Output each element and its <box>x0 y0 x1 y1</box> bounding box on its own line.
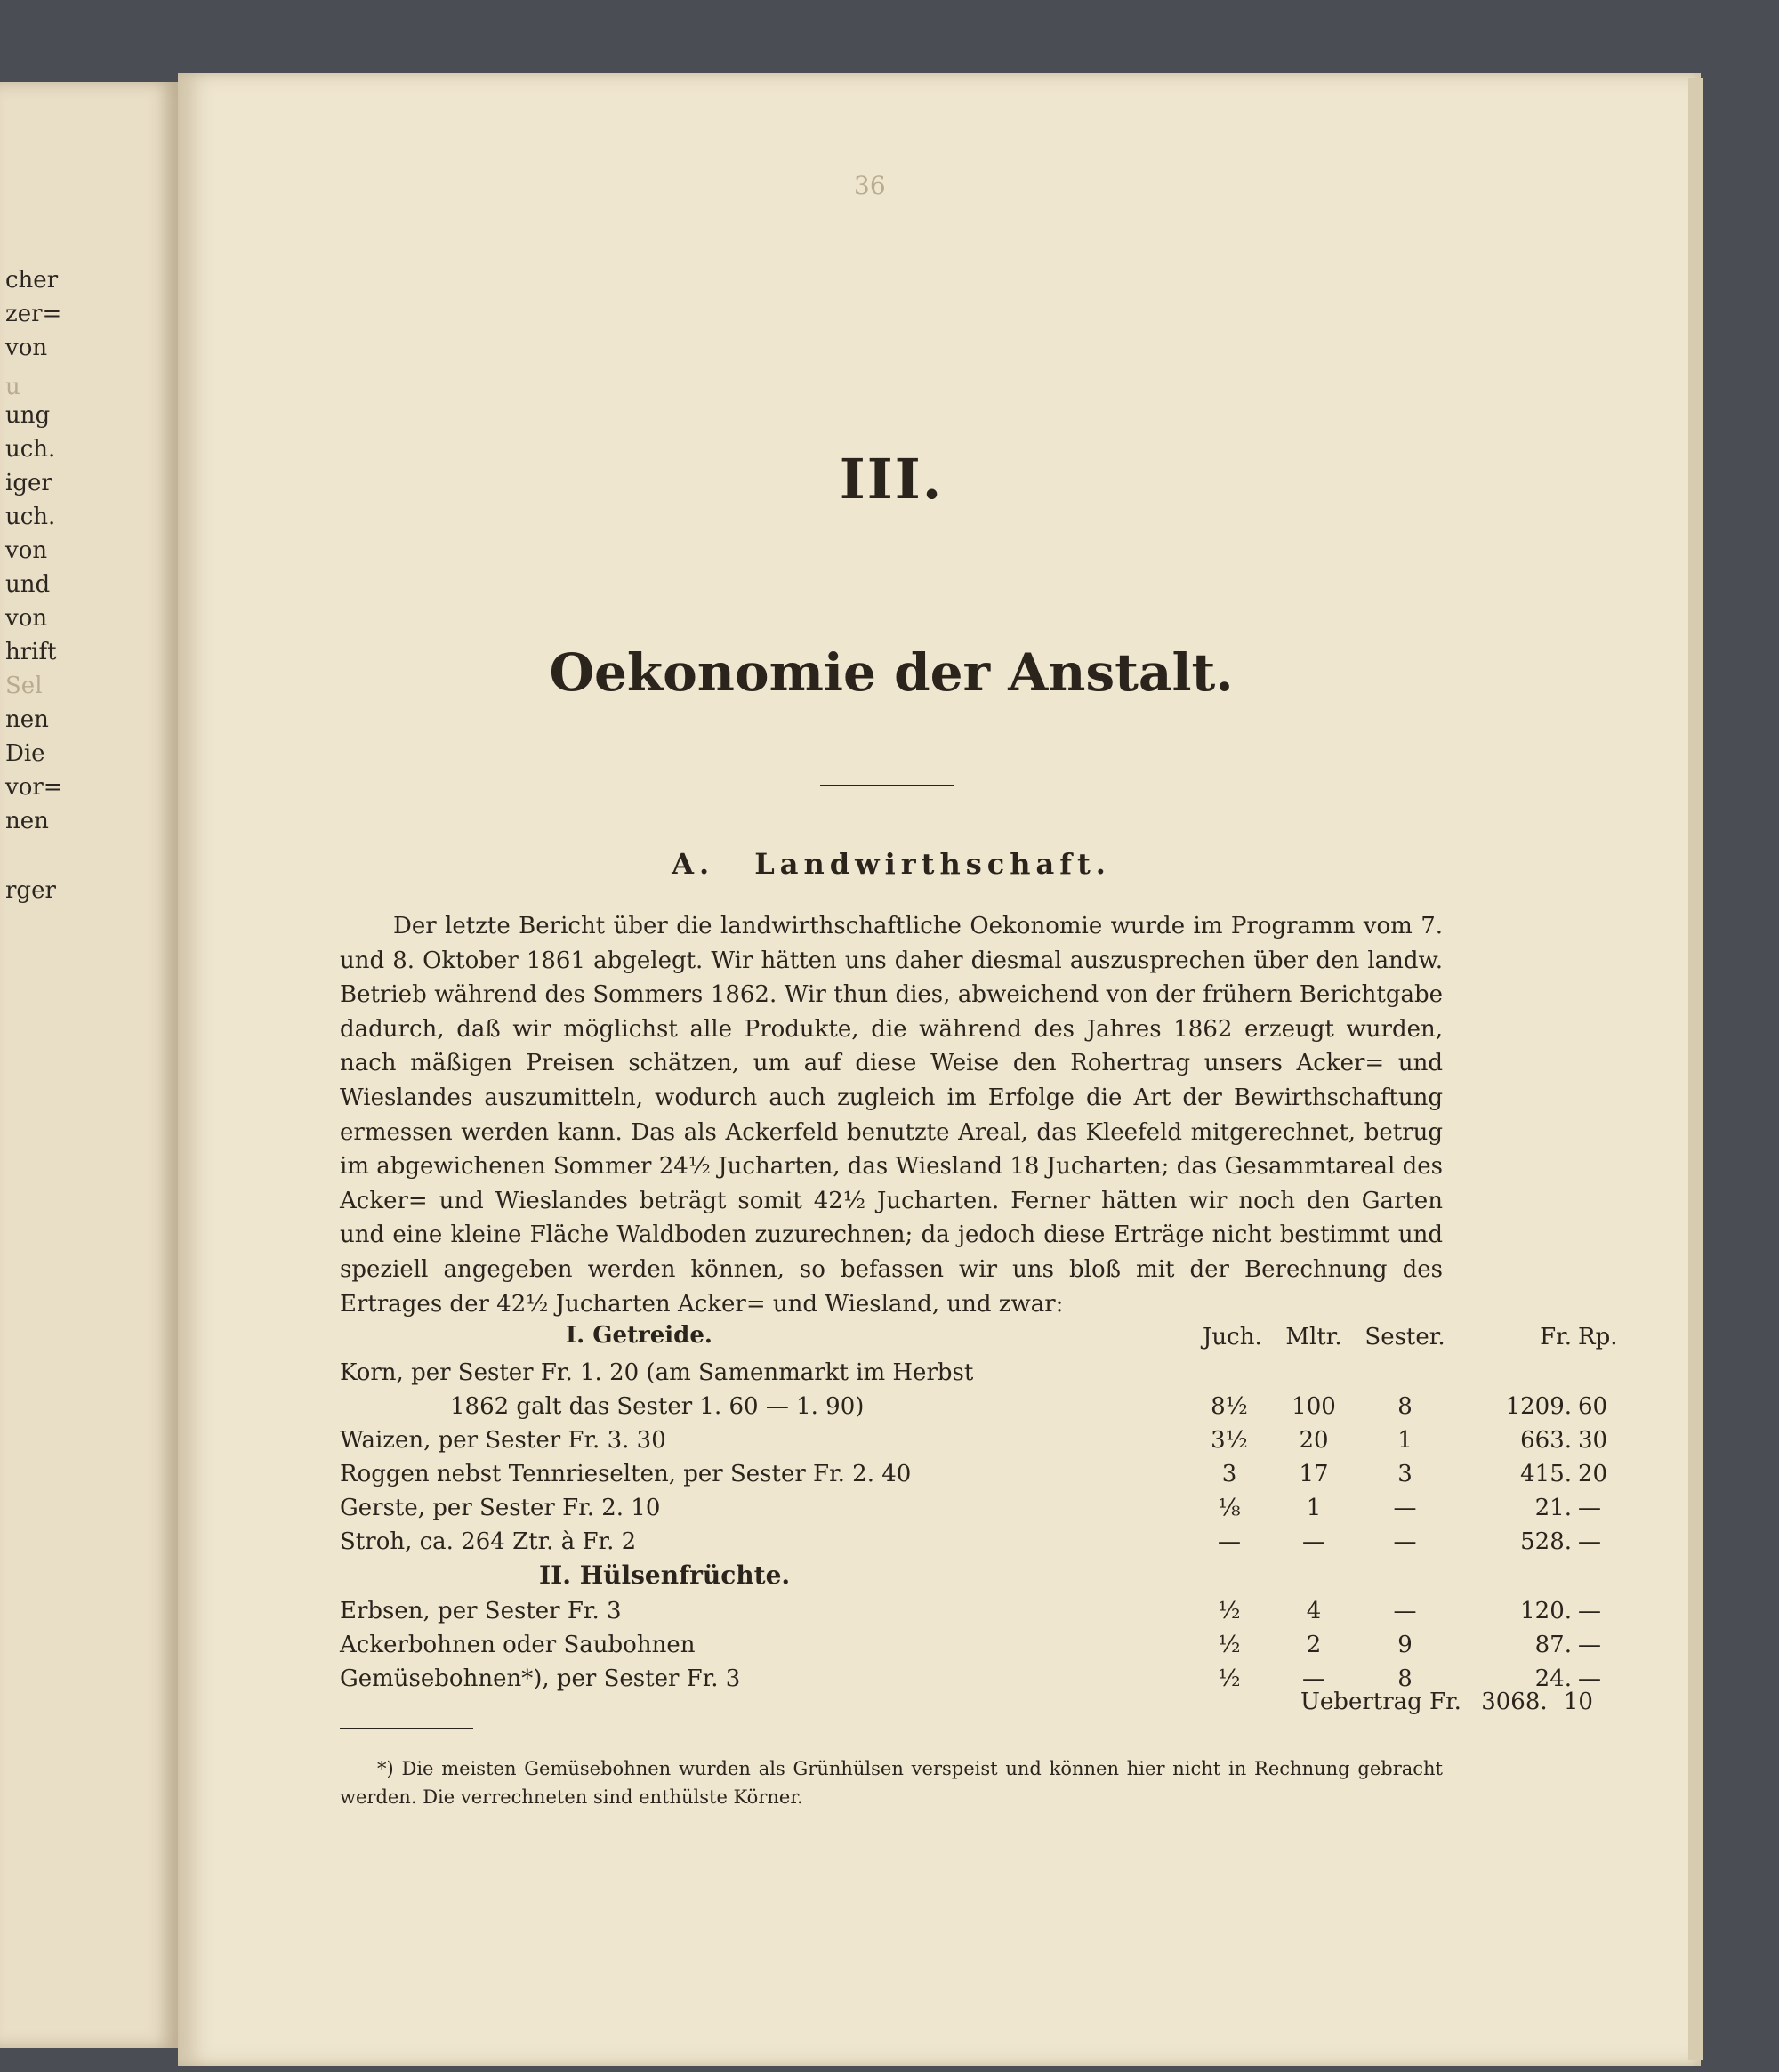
cell-sester: 8 <box>1397 1393 1413 1420</box>
group-title-huelsenfruechte: II. Hülsenfrüchte. <box>539 1560 791 1590</box>
left-page-margin <box>0 82 178 2048</box>
row-label: Stroh, ca. 264 Ztr. à Fr. 2 <box>340 1528 637 1555</box>
cell-fr: 24. <box>1534 1665 1572 1692</box>
left-page-fragment: nen <box>5 808 49 834</box>
cell-juch: 3 <box>1221 1461 1237 1487</box>
cell-juch: ½ <box>1218 1665 1241 1692</box>
page-content <box>340 73 1618 2066</box>
cell-mltr: — <box>1302 1528 1325 1555</box>
section-title: Landwirthschaft. <box>754 847 1111 881</box>
row-label: Gerste, per Sester Fr. 2. 10 <box>340 1495 661 1521</box>
footnote-divider <box>340 1728 473 1729</box>
cell-rp: 20 <box>1578 1461 1608 1487</box>
book-page <box>178 73 1701 2066</box>
table-row <box>340 1495 1601 1528</box>
cell-fr: 21. <box>1534 1495 1572 1521</box>
cell-sester: 8 <box>1397 1665 1413 1692</box>
carry-label: Uebertrag Fr. <box>1300 1689 1461 1715</box>
cell-mltr: 4 <box>1306 1598 1322 1625</box>
left-page-fragment: ung <box>5 402 51 429</box>
cell-fr: 120. <box>1520 1598 1572 1625</box>
row-label: Gemüsebohnen*), per Sester Fr. 3 <box>340 1665 741 1692</box>
left-page-fragment: Sel <box>5 673 43 699</box>
carry-rp: 10 <box>1563 1689 1593 1715</box>
cell-sester: 3 <box>1397 1461 1413 1487</box>
cell-juch: 3½ <box>1211 1427 1248 1454</box>
page-title: Oekonomie der Anstalt. <box>549 642 1234 703</box>
table-row <box>340 1598 1601 1632</box>
left-page-fragment: cher <box>5 267 59 294</box>
left-page-fragment: Die <box>5 740 45 767</box>
table-row <box>340 1461 1608 1495</box>
cell-juch: ½ <box>1218 1632 1241 1658</box>
cell-rp: — <box>1578 1632 1601 1658</box>
cell-rp: — <box>1578 1495 1601 1521</box>
left-page-fragment: rger <box>5 877 56 904</box>
section-heading <box>340 847 1443 881</box>
left-page-fragment: von <box>5 605 48 632</box>
header-fr: Fr. <box>1540 1324 1572 1350</box>
row-label: Roggen nebst Tennrieselten, per Sester Fr. 2. 40 <box>340 1461 912 1487</box>
page-edge <box>1688 78 1703 2060</box>
header-rp: Rp. <box>1578 1324 1618 1350</box>
row-label: Erbsen, per Sester Fr. 3 <box>340 1598 622 1625</box>
left-page-fragment: von <box>5 335 48 361</box>
cell-juch: 8½ <box>1211 1393 1248 1420</box>
table-row <box>340 1665 1601 1699</box>
cell-juch: ⅛ <box>1218 1495 1241 1521</box>
group-title-getreide: I. Getreide. <box>566 1322 712 1349</box>
body-paragraph: Der letzte Bericht über die landwirthschaftliche Oekonomie wurde im Programm vom 7. und 8. Oktober 1861 abgelegt. Wir hätten uns daher diesmal auszusprechen über den landw. Betrieb während des Sommers 1862. Wir thun dies, abweichend von der frühern Berichtgabe dadurch, daß wir möglichst alle Produkte, die während des Jahres 1862 erzeugt wurden, nach mäßigen Preisen schätzen, um auf diese Weise den Rohertrag unsers Acker= und Wieslandes auszumitteln, wodurch auch zugleich im Erfolge die Art der Bewirthschaftung ermessen werden kann. Das als Ackerfeld benutzte Areal, das Kleefeld mitgerechnet, betrug im abgewichenen Sommer 24½ Jucharten, das Wiesland 18 Jucharten; das Gesammtareal des Acker= und Wieslandes beträgt somit 42½ Jucharten. Ferner hätten wir noch den Garten und eine kleine Fläche Waldboden zuzurechnen; da jedoch diese Erträge nicht bestimmt und speziell angegeben werden können, so befassen wir uns bloß mit der Berechnung des Ertrages der 42½ Jucharten Acker= und Wiesland, und zwar: <box>340 913 1443 1318</box>
cell-rp: 30 <box>1578 1427 1608 1454</box>
cell-mltr: 100 <box>1292 1393 1336 1420</box>
footnote: *) Die meisten Gemüsebohnen wurden als Grünhülsen verspeist und können hier nicht in Rechnung gebracht werden. Die verrechneten sind enthülste Körner. <box>340 1758 1443 1808</box>
cell-fr: 415. <box>1520 1461 1572 1487</box>
left-page-fragment: iger <box>5 470 52 496</box>
table-row-korn-label <box>340 1359 1443 1393</box>
table-row <box>340 1427 1608 1461</box>
carry-over-line <box>1300 1689 1593 1715</box>
header-sester: Sester. <box>1364 1324 1445 1350</box>
cell-mltr: 17 <box>1299 1461 1329 1487</box>
cell-rp: — <box>1578 1528 1601 1555</box>
cell-mltr: — <box>1302 1665 1325 1692</box>
cell-fr: 1209. <box>1505 1393 1572 1420</box>
cell-juch: ½ <box>1218 1598 1241 1625</box>
header-juch: Juch. <box>1203 1324 1262 1350</box>
row-label: 1862 galt das Sester 1. 60 — 1. 90) <box>450 1393 865 1420</box>
cell-mltr: 1 <box>1306 1495 1322 1521</box>
row-label: Waizen, per Sester Fr. 3. 30 <box>340 1427 666 1454</box>
left-page-fragment: uch. <box>5 504 56 530</box>
cell-sester: 1 <box>1397 1427 1413 1454</box>
cell-rp: 60 <box>1578 1393 1608 1420</box>
left-page-fragment: u <box>5 374 20 400</box>
cell-rp: — <box>1578 1598 1601 1625</box>
table-group2-row <box>340 1562 1443 1596</box>
left-page-fragment: zer= <box>5 301 62 327</box>
cell-sester: 9 <box>1397 1632 1413 1658</box>
carry-fr: 3068. <box>1481 1689 1548 1715</box>
cell-fr: 87. <box>1534 1632 1572 1658</box>
title-divider <box>820 785 954 786</box>
page-number: 36 <box>854 171 886 200</box>
table-row <box>340 1632 1601 1665</box>
left-page-fragment: nen <box>5 706 49 733</box>
section-label: A. <box>672 847 715 881</box>
cell-rp: — <box>1578 1665 1601 1692</box>
row-label: Korn, per Sester Fr. 1. 20 (am Samenmarkt im Herbst <box>340 1359 974 1386</box>
row-label: Ackerbohnen oder Saubohnen <box>340 1632 696 1658</box>
table-header-row <box>340 1322 1618 1358</box>
table-row <box>340 1528 1601 1562</box>
cell-mltr: 2 <box>1306 1632 1322 1658</box>
left-page-fragment: und <box>5 571 51 598</box>
header-mltr: Mltr. <box>1285 1324 1342 1350</box>
cell-fr: 663. <box>1520 1427 1572 1454</box>
left-page-fragment: hrift <box>5 639 57 665</box>
cell-juch: — <box>1218 1528 1241 1555</box>
left-page-fragment: vor= <box>5 774 63 801</box>
cell-sester: — <box>1393 1495 1417 1521</box>
cell-sester: — <box>1393 1528 1417 1555</box>
cell-sester: — <box>1393 1598 1417 1625</box>
left-page-fragment: von <box>5 537 48 564</box>
chapter-number: III. <box>839 447 944 512</box>
cell-fr: 528. <box>1520 1528 1572 1555</box>
cell-mltr: 20 <box>1299 1427 1329 1454</box>
left-page-fragment: uch. <box>5 436 56 463</box>
table-row <box>340 1393 1608 1427</box>
